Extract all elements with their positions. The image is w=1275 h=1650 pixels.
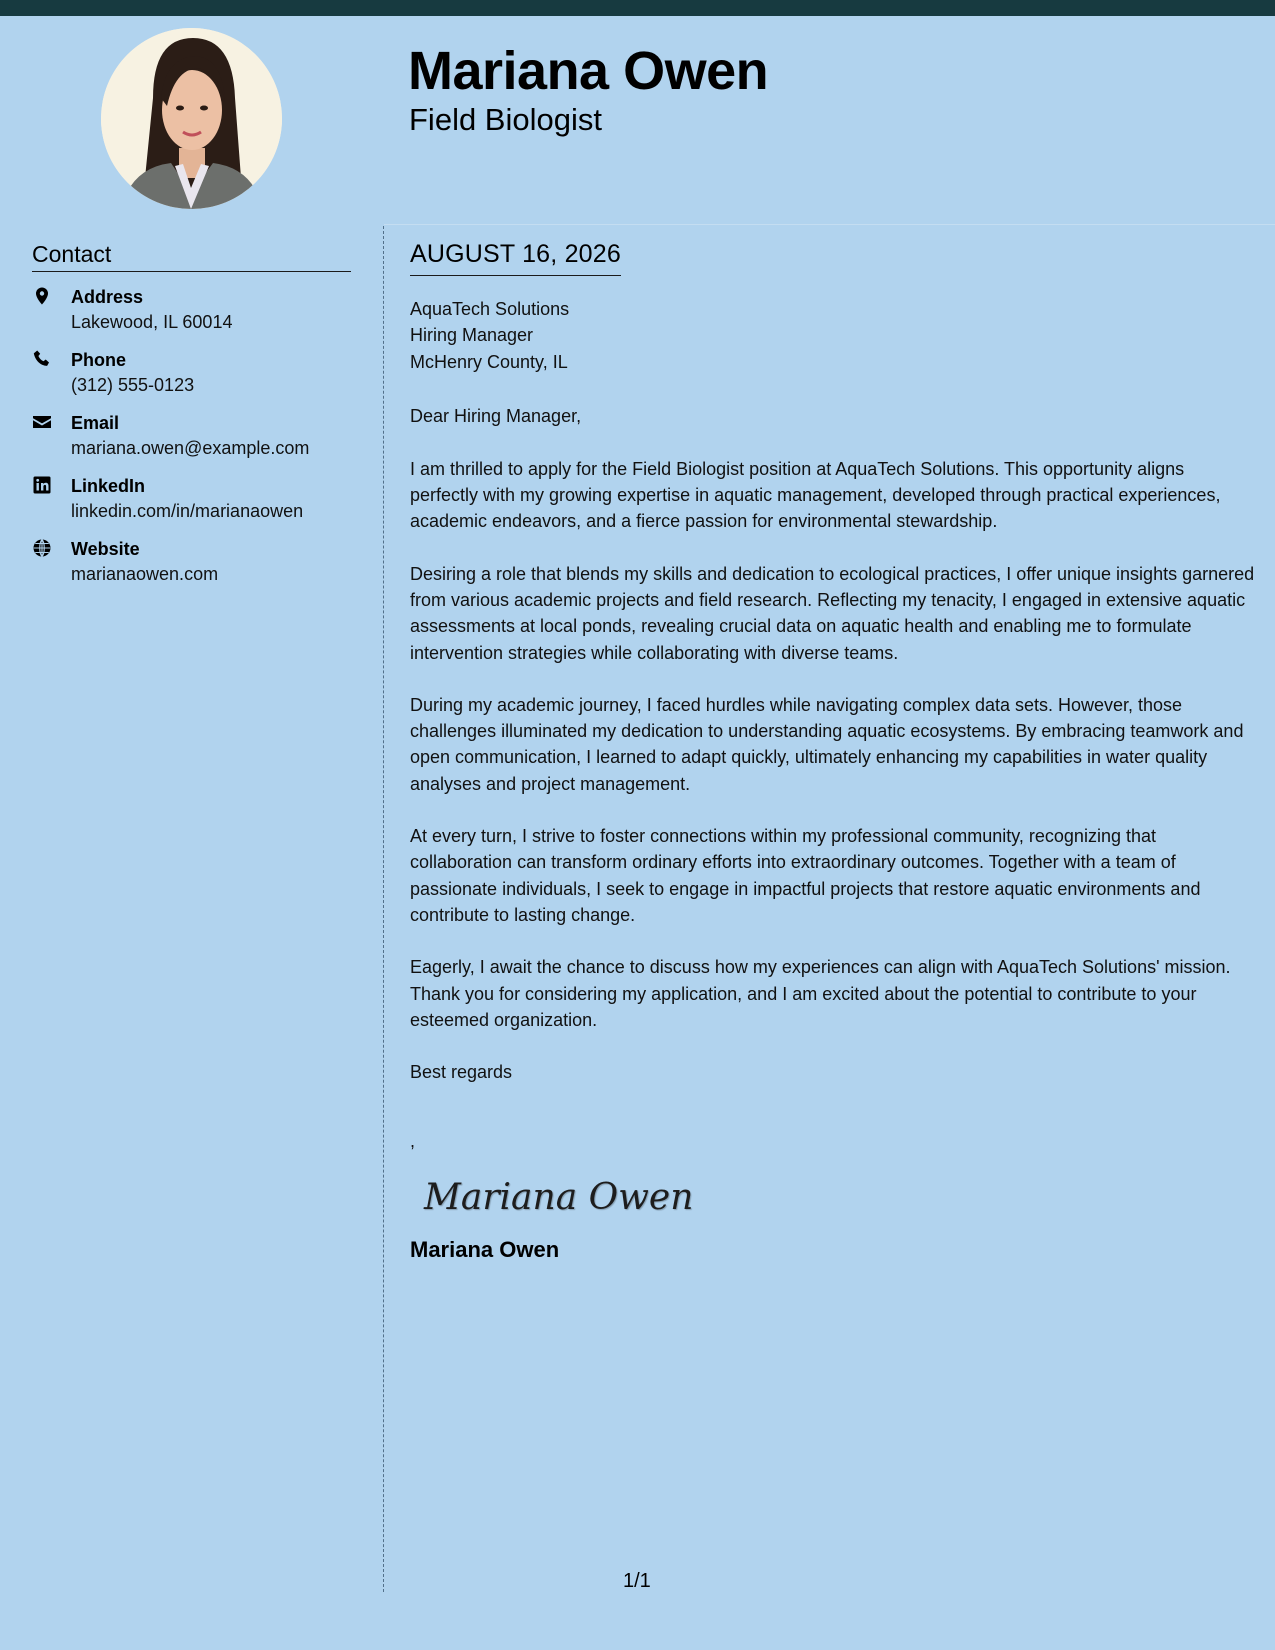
body-paragraph: Desiring a role that blends my skills and dedication to ecological practices, I offer unique insights garnered from various academic projects and field research. Reflecting my tenacity, I engaged in extensive aquatic assessments at local ponds, revealing crucial data on aquatic health and enabling me to formulate intervention strategies while collaborating with diverse teams. [410,563,1255,663]
contact-item-email [32,411,362,474]
closing-comma: , [410,1130,416,1151]
contact-item-phone [32,348,362,411]
contact-list [32,285,362,600]
recipient-title: Hiring Manager [410,325,534,346]
page-number: 1/1 [623,1570,651,1592]
salutation: Dear Hiring Manager, [410,406,582,427]
linkedin-icon [32,475,52,495]
contact-item-address [32,285,362,348]
signed-name: Mariana Owen [410,1237,560,1263]
contact-item-linkedin [32,474,362,537]
recipient-location: McHenry County, IL [410,351,568,372]
letter-date: AUGUST 16, 2026 [410,240,621,276]
contact-value: Lakewood, IL 60014 [71,312,233,332]
avatar [101,28,282,209]
contact-label: Address [71,287,144,307]
body-paragraph: I am thrilled to apply for the Field Biologist position at AquaTech Solutions. This opportunity aligns perfectly with my growing expertise in aquatic management, developed through practical experiences, academic endeavors, and a fierce passion for environmental stewardship. [410,458,1221,532]
job-title: Field Biologist [409,102,602,137]
letter-body [410,240,1255,1263]
contact-value: mariana.owen@example.com [71,438,310,458]
signature: Mariana Owen [424,1177,694,1219]
contact-heading: Contact [32,241,351,272]
top-accent-bar [0,0,1275,16]
header-divider [384,224,1275,225]
contact-label: Email [71,413,120,433]
contact-item-website [32,537,362,600]
recipient-block [410,296,1255,376]
recipient-company: AquaTech Solutions [410,298,570,319]
profile-photo [101,28,282,209]
closing: Best regards [410,1062,513,1083]
body-paragraph: At every turn, I strive to foster connections within my professional community, recognizing that collaboration can transform ordinary efforts into extraordinary outcomes. Together with a team of passionate individuals, I seek to engage in impactful projects that restore aquatic environments and contribute to lasting change. [410,826,1201,925]
column-divider [383,226,384,1592]
contact-label: Website [71,539,140,559]
contact-label: Phone [71,350,127,370]
phone-icon [32,349,52,369]
contact-value: marianaowen.com [71,564,219,584]
contact-value: (312) 555-0123 [71,375,195,395]
body-paragraph: During my academic journey, I faced hurdles while navigating complex data sets. However, those challenges illuminated my dedication to understanding aquatic ecosystems. By embracing teamwork and open communication, I learned to adapt quickly, ultimately enhancing my capabilities in water quality analyses and project management. [410,694,1244,794]
contact-label: LinkedIn [71,476,146,496]
map-pin-icon [32,286,52,306]
body-paragraph: Eagerly, I await the chance to discuss how my experiences can align with AquaTech Solutions' mission. Thank you for considering my application, and I am excited about the potential to contribute to your esteemed organization. [410,957,1231,1030]
candidate-name: Mariana Owen [408,41,769,101]
globe-icon [32,538,52,558]
envelope-icon [32,412,52,432]
contact-value: linkedin.com/in/marianaowen [71,501,304,521]
